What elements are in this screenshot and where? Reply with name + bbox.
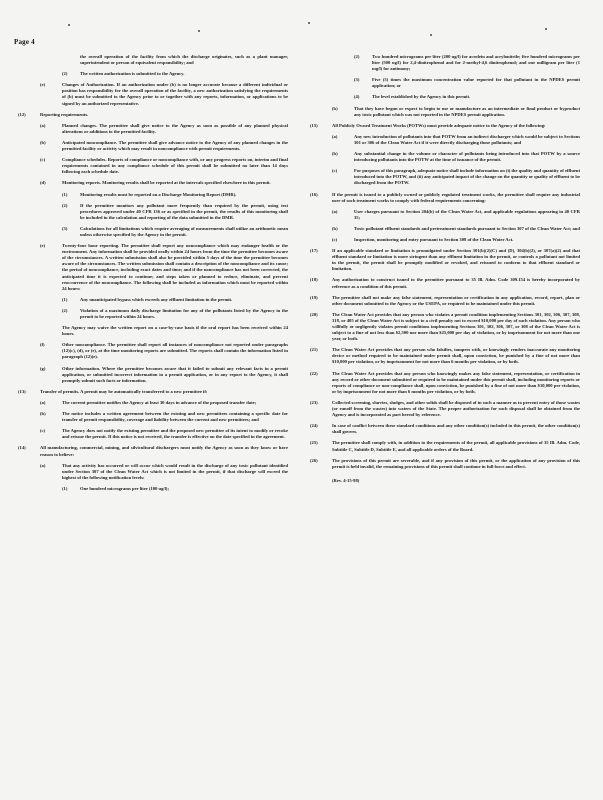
- paragraph-item: [18, 180, 288, 186]
- paragraph-number: (21): [310, 347, 318, 353]
- paragraph-item: [310, 312, 580, 342]
- paragraph-number: (26): [310, 457, 318, 463]
- paragraph-item: [18, 428, 288, 440]
- paragraph-number: (16): [310, 191, 318, 197]
- paragraph-number: (b): [40, 139, 46, 145]
- paragraph-text: That any activity has occurred or will occur which would result in the discharge of any toxic pollutant identified under Section 307 of the Clean Water Act which is not limited in the permit, if that discharge will exceed the highest of the following notification levels:: [62, 462, 288, 480]
- paragraph-number: (g): [40, 365, 46, 371]
- paragraph-text: Other information. Where the permittee becomes aware that it failed to submit any relevant facts in a permit application, or submitted incorrect information in a permit application, or in any report to the Agency, it shall promptly submit such facts or information.: [62, 365, 288, 383]
- paragraph-item: [310, 277, 580, 289]
- paragraph-number: (15): [310, 122, 318, 128]
- paragraph-text: The notice includes a written agreement between the existing and new permittees containing a specific date for transfer of permit responsibility, coverage and liability between the current and new permittees; and: [62, 411, 288, 423]
- paragraph-item: [310, 423, 580, 435]
- paragraph-number: (23): [310, 399, 318, 405]
- paragraph-item: [310, 168, 580, 186]
- scan-speck: [308, 22, 310, 24]
- paragraph-text: Two hundred micrograms per liter (200 ug/l) for acrolein and acrylonitrile; five hundred micrograms per liter (500 ug/l) for 2,4-dinitrophenol and for 2-methyl-4,6 dinitrophenol; and one milligram per liter (1 mg/l) for antimony;: [372, 54, 580, 72]
- paragraph-text: Toxic pollutant effluent standards and pretreatment standards pursuant to Section 307 of the Clean Water Act; and: [354, 225, 580, 231]
- paragraph-text: The permittee shall comply with, in addition to the requirements of the permit, all applicable provisions of 35 Ill. Adm. Code, Subtitle C, Subtitle D, Subtitle E, and all applicable orders of the Board.: [332, 440, 580, 452]
- paragraph-item: [310, 192, 580, 204]
- paragraph-item: [18, 71, 288, 77]
- paragraph-text: User charges pursuant to Section 204(b) of the Clean Water Act, and applicable regulations appearing in 40 CFR 35;: [354, 208, 580, 220]
- paragraph-text: That they have begun or expect to begin to use or manufacture as an intermediate or final product or byproduct any toxic pollutant which was not reported in the NPDES permit application.: [354, 105, 580, 117]
- scan-speck: [198, 30, 200, 32]
- paragraph-number: (e): [40, 82, 46, 88]
- paragraph-text: Inspection, monitoring and entry pursuant to Section 308 of the Clean Water Act.: [354, 236, 514, 242]
- paragraph-number: (2): [354, 54, 360, 59]
- paragraph-item: [310, 371, 580, 395]
- paragraph-number: (d): [40, 180, 46, 186]
- paragraph-item: [310, 458, 580, 470]
- left-column: [18, 54, 288, 497]
- paragraph-number: (25): [310, 440, 318, 446]
- paragraph-item: [310, 295, 580, 307]
- page-label: Page 4: [14, 38, 35, 46]
- paragraph-item: [18, 297, 288, 303]
- paragraph-item: [310, 209, 580, 221]
- paragraph-number: (14): [18, 445, 26, 451]
- paragraph-item: [18, 486, 288, 492]
- paragraph-number: (b): [332, 225, 338, 231]
- paragraph-text: The Clean Water Act provides that any person who violates a permit condition implementing Sections 301, 302, 306, 307, 308, 318, or 405 of the Clean Water Act is subject to a civil penalty not to exceed $10,000 per day of such violation. Any person who willfully or negligently violates permit conditions implementing Sections 301, 302, 306, 307, or 308 of the Clean Water Act is subject to a fine of not less than $2,500 nor more than $25,000 per day of violation, or by imprisonment for not more than one year, or both.: [332, 311, 580, 342]
- paragraph-number: (18): [310, 277, 318, 283]
- paragraph-number: (c): [332, 236, 338, 242]
- paragraph-text: The Clean Water Act provides that any person who falsifies, tampers with, or knowingly renders inaccurate any monitoring device or method required to be maintained under permit shall, upon conviction, be punished by a fine of not more than $10,000 per violation, or by imprisonment for not more than 6 months per violation, or by both.: [332, 347, 580, 365]
- paragraph-text: The Agency may waive the written report on a case-by-case basis if the oral report has been received within 24 hours.: [62, 325, 288, 337]
- paragraph-text: Monitoring reports. Monitoring results shall be reported at the intervals specified elsewhere in this permit.: [62, 180, 271, 186]
- paragraph-text: Any unanticipated bypass which exceeds any effluent limitation in the permit.: [80, 296, 233, 302]
- paragraph-item: [18, 140, 288, 152]
- paragraph-item: [310, 123, 580, 129]
- paragraph-item: [18, 226, 288, 238]
- right-column: [310, 54, 580, 484]
- paragraph-item: [18, 192, 288, 198]
- paragraph-text: The Clean Water Act provides that any person who knowingly makes any false statement, representation, or certification in any record or other document submitted or required to be maintained under this permit shall, including monitoring reports or reports of compliance or non-compliance shall, upon conviction, be punished by a fine of not more than $10,000 per violation, or by imprisonment for not more than 6 months per violation, or by both.: [332, 370, 580, 394]
- paragraph-number: (22): [310, 370, 318, 376]
- paragraph-text: If the permit is issued to a publicly owned or publicly regulated treatment works, the permittee shall require any industrial user of such treatment works to comply with federal requirements concerning:: [332, 191, 580, 203]
- paragraph-text: All Publicly Owned Treatment Works (POTWs) must provide adequate notice to the Agency of the following:: [332, 122, 546, 128]
- paragraph-number: (3): [62, 225, 68, 231]
- paragraph-text: The current permittee notifies the Agency at least 30 days in advance of the proposed transfer date;: [62, 399, 257, 405]
- paragraph-item: [18, 411, 288, 423]
- paragraph-item: [310, 400, 580, 418]
- scan-speck: [430, 34, 432, 36]
- scan-speck: [68, 24, 70, 26]
- paragraph-number: (f): [40, 342, 45, 348]
- paragraph-item: [310, 77, 580, 89]
- paragraph-text: All manufacturing, commercial, mining, and silvicultural dischargers must notify the Agency as soon as they know or have reason to believe:: [40, 445, 288, 457]
- paragraph-item: [310, 248, 580, 272]
- paragraph-item: [310, 134, 580, 146]
- paragraph-number: (3): [354, 77, 360, 83]
- paragraph-number: (12): [18, 111, 26, 117]
- paragraph-item: [310, 151, 580, 163]
- paragraph-text: In case of conflict between these standard conditions and any other condition(s) included in this permit, the other condition(s) shall govern.: [332, 423, 580, 435]
- paragraph-item: [18, 389, 288, 395]
- paragraph-number: (c): [40, 428, 46, 434]
- paragraph-text: The written authorization is submitted to the Agency.: [80, 71, 185, 77]
- paragraph-number: (a): [332, 133, 338, 139]
- paragraph-number: (13): [18, 388, 26, 394]
- paragraph-text: Transfer of permits. A permit may be automatically transferred to a new permittee if:: [40, 388, 208, 394]
- paragraph-number: (c): [40, 157, 46, 163]
- paragraph-text: If an applicable standard or limitation is promulgated under Section 301(b)(2)(C) and (D), 304(b)(2), or 307(a)(2) and that effluent standard or limitation is more stringent than any effluent limitation in the permit, or controls a pollutant not limited in the permit, the permit shall be promptly modified or revoked, and reissued to conform to that effluent standard or limitation.: [332, 248, 580, 272]
- paragraph-text: Twenty-four hour reporting. The permittee shall report any noncompliance which may endanger health or the environment. Any information shall be provided orally within 24 hours from the time the permittee becomes aware of the circumstances. A written submission shall also be provided within 5 days of the time the permittee becomes aware of the circumstances. The written submission shall contain a description of the noncompliance and its cause; the period of noncompliance, including exact dates and time; and if the noncompliance has not been corrected, the anticipated time it is expected to continue; and steps taken or planned to reduce, eliminate, and prevent reoccurrence of the noncompliance. The following shall be included as information which must be reported within 24 hours:: [62, 243, 288, 291]
- paragraph-item: [310, 94, 580, 100]
- paragraph-number: (20): [310, 311, 318, 317]
- paragraph-item: [18, 400, 288, 406]
- paragraph-text: Monitoring results must be reported on a Discharge Monitoring Report (DMR).: [80, 191, 237, 197]
- paragraph-text: The Agency does not notify the existing permittee and the proposed new permittee of its intent to modify or revoke and reissue the permit. If this notice is not received, the transfer is effective on the date specified in the agreement.: [62, 428, 288, 440]
- paragraph-text: Other noncompliance. The permittee shall report all instances of noncompliance not reported under paragraphs (12)(c), (d), or (e), at the time monitoring reports are submitted. The reports shall contain the information listed in paragraph (12)(e).: [62, 342, 288, 360]
- paragraph-text: For purposes of this paragraph, adequate notice shall include information on (i) the quality and quantity of effluent introduced into the POTW, and (ii) any anticipated impact of the change on the quantity or quality of effluent to be discharged from the POTW.: [354, 168, 580, 186]
- paragraph-item: [18, 342, 288, 360]
- paragraph-number: (1): [62, 191, 68, 197]
- paragraph-item: [310, 347, 580, 365]
- paragraph-text: Calculations for all limitations which require averaging of measurements shall utilize an arithmetic mean unless otherwise specified by the Agency in the permit.: [80, 225, 288, 237]
- paragraph-item: [310, 106, 580, 118]
- paragraph-text: Collected screening, slurries, sludges, and other solids shall be disposed of in such a manner as to prevent entry of those wastes (or runoff from the wastes) into waters of the State. The proper authorization for such disposal shall be obtained from the Agency and is incorporated as part hereof by reference.: [332, 399, 580, 418]
- paragraph-text: Any new introduction of pollutants into that POTW from an indirect discharger which would be subject to Sections 301 or 306 of the Clean Water Act if it were directly discharging those pollutants; and: [354, 133, 580, 145]
- paragraph-number: (a): [332, 208, 338, 214]
- paragraph-number: (2): [62, 71, 68, 77]
- paragraph-item: [18, 157, 288, 175]
- paragraph-item: [18, 82, 288, 106]
- paragraph-item: [310, 237, 580, 243]
- paragraph-text: Reporting requirements.: [40, 111, 89, 117]
- paragraph-number: (19): [310, 294, 318, 300]
- paragraph-number: (1): [62, 485, 68, 491]
- paragraph-number: (24): [310, 423, 318, 429]
- paragraph-number: (b): [332, 151, 338, 157]
- paragraph-text: Any substantial change in the volume or character of pollutants being introduced into that POTW by a source introducing pollutants into the POTW at the time of issuance of the permit.: [354, 151, 580, 163]
- paragraph-number: (4): [354, 94, 360, 100]
- paragraph-number: (2): [62, 202, 68, 208]
- paragraph-item: [18, 54, 288, 66]
- paragraph-text: the overall operation of the facility from which the discharge originates, such as a plant manager, superintendent or person of equivalent responsibility; and: [80, 54, 288, 66]
- paragraph-item: [18, 243, 288, 292]
- paragraph-number: (a): [40, 399, 46, 405]
- paragraph-item: [18, 445, 288, 457]
- paragraph-number: (17): [310, 248, 318, 254]
- paragraph-text: One hundred micrograms per liter (100 ug/l);: [80, 485, 169, 491]
- paragraph-text: If the permittee monitors any pollutant more frequently than required by the permit, using test procedures approved under 40 CFR 136 or as specified in the permit, the results of this monitoring shall be included in the calculation and reporting of the data submitted in the DMR.: [80, 202, 288, 220]
- paragraph-number: (2): [62, 307, 68, 313]
- paragraph-number: (1): [62, 296, 68, 302]
- paragraph-text: Violation of a maximum daily discharge limitation for any of the pollutants listed by the Agency in the permit to be reported within 24 hours.: [80, 307, 288, 319]
- paragraph-text: Planned changes. The permittee shall give notice to the Agency as soon as possible of any planned physical alterations or additions to the permitted facility.: [62, 122, 288, 134]
- paragraph-item: [18, 123, 288, 135]
- paragraph-number: (b): [40, 411, 46, 417]
- paragraph-text: Five (5) times the maximum concentration value reported for that pollutant in the NPDES permit application; or: [372, 77, 580, 89]
- paragraph-text: Changes of Authorization. If an authorization under (b) is no longer accurate because a different individual or position has responsibility for the overall operation of the facility, a new authorization satisfying the requirements of (b) must be submitted to the Agency prior to or together with any reports, information, or applications to be signed by an authorized representative.: [62, 82, 288, 106]
- paragraph-text: Anticipated noncompliance. The permittee shall give advance notice to the Agency of any planned changes in the permitted facility or activity which may result in noncompliance with permit requirements.: [62, 139, 288, 152]
- paragraph-item: [18, 203, 288, 221]
- paragraph-item: [18, 463, 288, 481]
- paragraph-number: (c): [332, 168, 338, 174]
- paragraph-text: The provisions of this permit are severable, and if any provision of this permit, or the application of any provision of this permit is held invalid, the remaining provisions of this permit shall continue in full force and effect.: [332, 457, 580, 469]
- paragraph-number: (a): [40, 122, 46, 128]
- paragraph-item: [18, 112, 288, 118]
- paragraph-item: [18, 325, 288, 337]
- paragraph-item: [310, 54, 580, 72]
- paragraph-item: [310, 440, 580, 452]
- revision-note: (Rev. 4-15-98): [332, 477, 360, 483]
- paragraph-text: Compliance schedules. Reports of compliance or noncompliance with, or any progress reports on, interim and final requirements contained in any compliance schedule of this permit shall be submitted no later than 14 days following each schedule date.: [62, 157, 288, 175]
- paragraph-text: The level established by the Agency in this permit.: [372, 94, 471, 100]
- paragraph-number: (a): [40, 462, 46, 468]
- paragraph-number: (e): [40, 243, 46, 249]
- paragraph-text: The permittee shall not make any false statement, representation or certification in any application, record, report, plan or other document submitted to the Agency or the USEPA, or required to be maintained under this permit.: [332, 294, 580, 306]
- paragraph-number: (b): [332, 105, 338, 111]
- paragraph-item: [18, 366, 288, 384]
- scan-speck: [545, 28, 547, 30]
- paragraph-item: [310, 226, 580, 232]
- paragraph-text: Any authorization to construct issued to the permittee pursuant to 35 Ill. Adm. Code 309.154 is hereby incorporated by reference as a condition of this permit.: [332, 277, 580, 289]
- paragraph-item: [18, 308, 288, 320]
